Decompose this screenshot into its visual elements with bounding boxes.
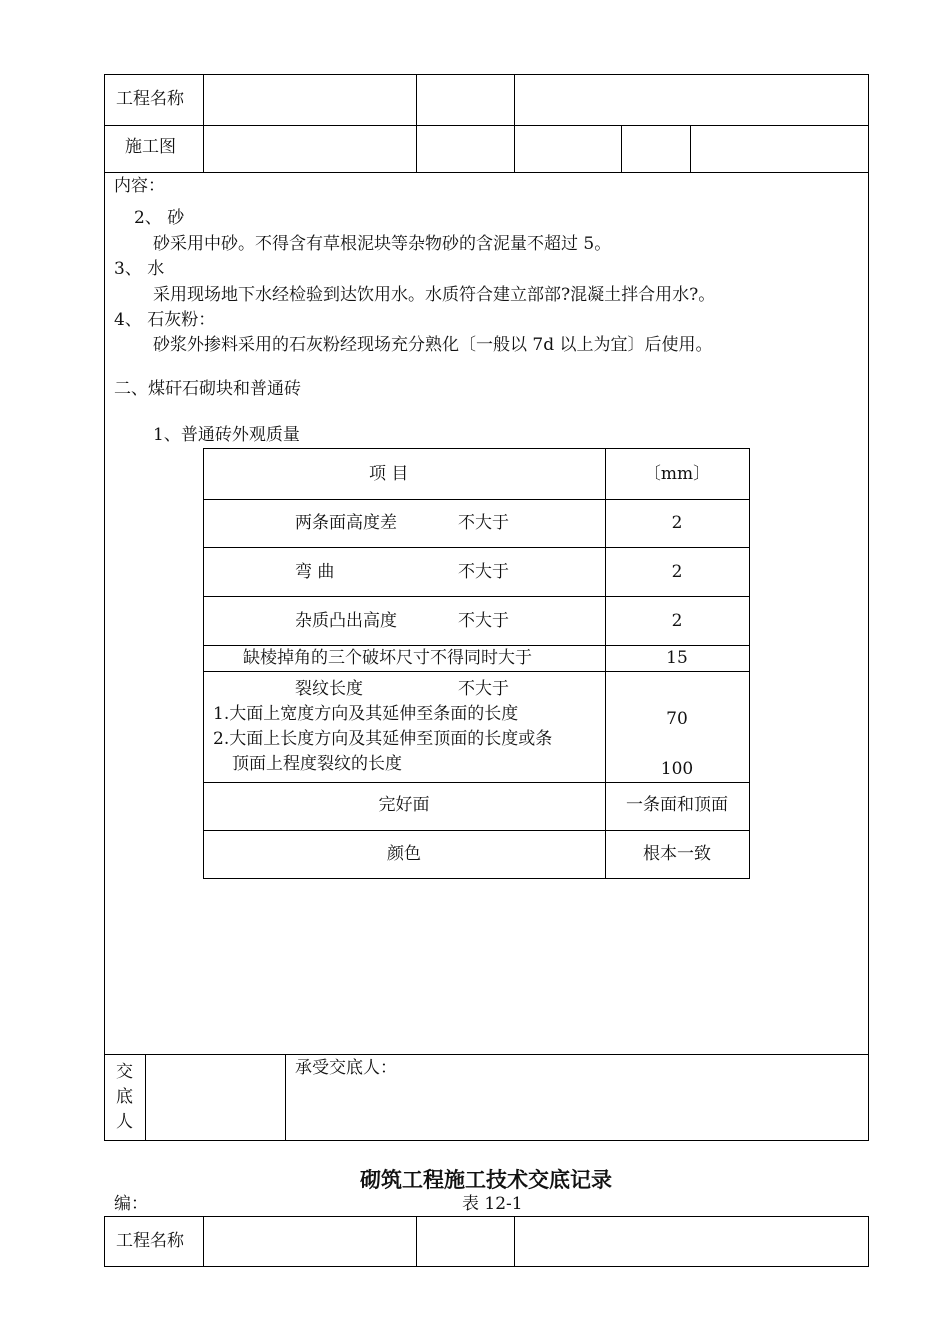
qt-value: 2 xyxy=(671,513,683,533)
qt-border-top xyxy=(203,448,750,449)
qt-item: 弯 曲 xyxy=(295,562,335,582)
qt-item: 两条面高度差 xyxy=(295,513,397,533)
table-col-divider xyxy=(690,125,691,172)
quality-heading: 1、普通砖外观质量 xyxy=(153,425,300,445)
table-col-divider xyxy=(416,74,417,172)
handover-label-char: 底 xyxy=(116,1087,133,1107)
table-border-bottom xyxy=(104,1140,869,1141)
table-row-divider xyxy=(104,172,869,173)
qt-item: 颜色 xyxy=(387,844,421,864)
page-title: 砌筑工程施工技术交底记录 xyxy=(360,1167,612,1192)
qt-value: 100 xyxy=(660,759,694,779)
project-name-label: 工程名称 xyxy=(116,1231,184,1251)
table-row-divider xyxy=(104,1054,869,1055)
table-col-divider xyxy=(514,74,515,172)
qt-border-right xyxy=(749,448,750,879)
table-col-divider xyxy=(514,1216,515,1267)
qt-value: 2 xyxy=(671,611,683,631)
lime-text: 砂浆外掺料采用的石灰粉经现场充分熟化〔一般以 7d 以上为宜〕后使用。 xyxy=(153,335,713,355)
qt-item: 裂纹长度 xyxy=(295,679,363,699)
qt-item: 完好面 xyxy=(378,795,430,815)
qt-subitem: 顶面上程度裂纹的长度 xyxy=(232,754,402,774)
table-border-bottom xyxy=(104,1266,869,1267)
qt-value: 根本一致 xyxy=(643,844,711,864)
table-col-divider xyxy=(203,74,204,172)
table-border-left xyxy=(104,1216,105,1267)
qt-row-divider xyxy=(203,645,750,646)
qt-value: 70 xyxy=(666,709,688,729)
table-border-right xyxy=(868,74,869,1141)
qt-item: 缺棱掉角的三个破坏尺寸不得同时大于 xyxy=(243,648,532,668)
qt-row-divider xyxy=(203,671,750,672)
qt-cond: 不大于 xyxy=(458,611,509,631)
table-border-left xyxy=(104,74,105,1141)
qt-row-divider xyxy=(203,547,750,548)
table-col-divider xyxy=(416,1216,417,1267)
lime-heading: 4、 石灰粉： xyxy=(114,310,216,330)
qt-cond: 不大于 xyxy=(458,513,509,533)
receiver-label: 承受交底人： xyxy=(295,1058,397,1078)
qt-row-divider xyxy=(203,596,750,597)
qt-header-unit: 〔mm〕 xyxy=(643,464,711,484)
drawing-label: 施工图 xyxy=(125,137,176,157)
table-col-divider xyxy=(145,1054,146,1140)
table-col-divider xyxy=(621,125,622,172)
qt-cond: 不大于 xyxy=(458,679,509,699)
project-name-label: 工程名称 xyxy=(116,89,184,109)
qt-subitem: 1.大面上宽度方向及其延伸至条面的长度 xyxy=(213,704,519,724)
sand-heading: 2、 砂 xyxy=(134,208,185,228)
qt-value: 2 xyxy=(671,562,683,582)
handover-label-char: 人 xyxy=(116,1112,133,1132)
table-col-divider xyxy=(285,1054,286,1140)
qt-row-divider xyxy=(203,499,750,500)
sand-text: 砂采用中砂。不得含有草根泥块等杂物砂的含泥量不超过 5。 xyxy=(153,234,612,254)
table-col-divider xyxy=(203,1216,204,1267)
handover-label-char: 交 xyxy=(116,1062,133,1082)
content-label: 内容： xyxy=(114,176,165,196)
section2-heading: 二、煤矸石砌块和普通砖 xyxy=(114,379,301,399)
bian-label: 编： xyxy=(114,1194,148,1214)
table-number: 表 12-1 xyxy=(462,1194,523,1214)
qt-border-left xyxy=(203,448,204,879)
table-border-right xyxy=(868,1216,869,1267)
qt-item: 杂质凸出高度 xyxy=(295,611,397,631)
qt-row-divider xyxy=(203,830,750,831)
qt-header-item: 项 目 xyxy=(369,464,409,484)
table-row-divider xyxy=(104,125,869,126)
qt-subitem: 2.大面上长度方向及其延伸至顶面的长度或条 xyxy=(213,729,553,749)
qt-row-divider xyxy=(203,782,750,783)
qt-cond: 不大于 xyxy=(458,562,509,582)
qt-border-bottom xyxy=(203,878,750,879)
qt-value: 15 xyxy=(666,648,688,668)
table-border-top xyxy=(104,74,869,75)
qt-value: 一条面和顶面 xyxy=(626,795,728,815)
water-heading: 3、 水 xyxy=(114,259,165,279)
water-text: 采用现场地下水经检验到达饮用水。水质符合建立部部?混凝土拌合用水?。 xyxy=(153,285,716,305)
table-border-top xyxy=(104,1216,869,1217)
